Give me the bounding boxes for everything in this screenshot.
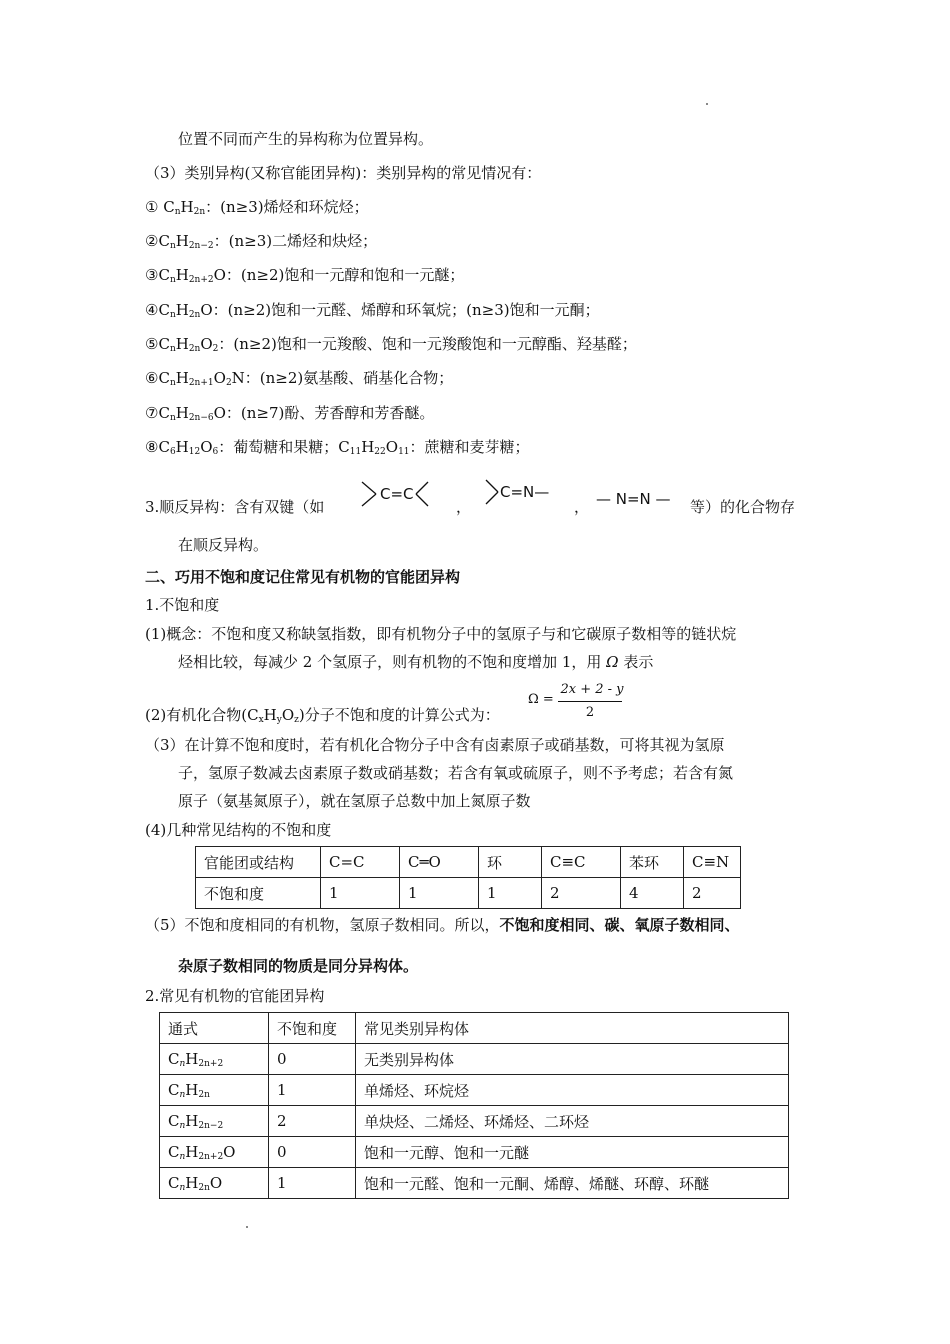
degree-cell: 0 [269, 1137, 356, 1168]
degree-cell: 0 [269, 1044, 356, 1075]
functional-isomer-table [159, 1012, 789, 1199]
table-cell: 2 [684, 878, 741, 909]
table-row [160, 1044, 789, 1075]
table-header-cell: C≡N [684, 847, 741, 878]
case-1: ① $C_nH_{2n}$：(n≥3)烯烃和环烷烃； [145, 198, 369, 217]
c-n-label: C=N— [500, 483, 550, 501]
case-8: $⑧C_6H_{12}O_6$：葡萄糖和果糖；$C_{11}H_{22}O_{11}$：蔗糖和麦芽糖； [145, 438, 530, 457]
unsaturation-table [195, 846, 741, 909]
table-row [160, 1168, 789, 1199]
table-header-cell: 苯环 [621, 847, 684, 878]
section-2-title: 二、巧用不饱和度记住常见有机物的官能团异构 [145, 568, 461, 586]
formula-denominator: 2 [585, 705, 595, 720]
formula-numerator: 2x + 2 - y [560, 682, 624, 697]
case-7: $⑦C_nH_{2n-6}O$：(n≥7)酚、芳香醇和芳香醚。 [145, 404, 435, 423]
table-cell: 1 [400, 878, 479, 909]
table-cell: 1 [321, 878, 400, 909]
same-unsat-line-1: （5）不饱和度相同的有机物，氢原子数相同。所以，不饱和度相同、碳、氧原子数相同、 [145, 916, 740, 934]
table-header-cell: 官能团或结构 [196, 847, 321, 878]
cis-trans-heading: 3.顺反异构：含有双键（如 [145, 498, 325, 516]
position-isomer-end: 位置不同而产生的异构称为位置异构。 [178, 130, 434, 148]
isomer-types-cell: 饱和一元醇、饱和一元醚 [356, 1137, 789, 1168]
formula-fraction-bar [558, 701, 622, 702]
speck [246, 1226, 248, 1228]
table-row [160, 1075, 789, 1106]
unsaturation-title: 1.不饱和度 [145, 596, 220, 614]
same-unsat-line-2: 杂原子数相同的物质是同分异构体。 [178, 957, 419, 975]
formula-cell: $C_nH_{2n+2}$ [160, 1044, 269, 1075]
case-5: $⑤C_nH_{2n}O_2$：(n≥2)饱和一元羧酸、饱和一元羧酸饱和一元醇酯、羟基醛； [145, 335, 637, 354]
c-n-double-bond-structure [480, 476, 570, 526]
c-c-double-bond-structure [356, 476, 438, 526]
case-3: $③C_nH_{2n+2}O$：(n≥2)饱和一元醇和饱和一元醚； [145, 266, 465, 285]
table-header-cell: 通式 [160, 1013, 269, 1044]
case-4: $④C_nH_{2n}O$：(n≥2)饱和一元醛、烯醇和环氧烷；(n≥3)饱和一元酮； [145, 301, 600, 320]
table-cell: 2 [542, 878, 621, 909]
table-header-cell: 常见类别异构体 [356, 1013, 789, 1044]
table-row [160, 1106, 789, 1137]
table-header-cell: C=C [321, 847, 400, 878]
degree-cell: 1 [269, 1168, 356, 1199]
concept-line-1: (1)概念：不饱和度又称缺氢指数，即有机物分子中的氢原子与和它碳原子数相等的链状烷 [145, 625, 737, 643]
table-row [196, 847, 741, 878]
formula-lhs: Ω = [528, 692, 554, 707]
class-isomer-heading: （3）类别异构(又称官能团异构)：类别异构的常见情况有： [145, 164, 542, 182]
degree-cell: 2 [269, 1106, 356, 1137]
isomer-types-cell: 单烯烃、环烷烃 [356, 1075, 789, 1106]
calc-line-3: 原子（氨基氮原子），就在氢原子总数中加上氮原子数 [178, 792, 531, 810]
table-row [160, 1013, 789, 1044]
case-2: $②C_nH_{2n-2}$：(n≥3)二烯烃和炔烃； [145, 232, 378, 251]
table-row [196, 878, 741, 909]
formula-cell: $C_nH_{2n-2}$ [160, 1106, 269, 1137]
isomer-types-cell: 饱和一元醛、饱和一元酮、烯醇、烯醚、环醇、环醚 [356, 1168, 789, 1199]
table-header-cell: C═O [400, 847, 479, 878]
concept-line-2: 烃相比较，每减少 2 个氢原子，则有机物的不饱和度增加 1，用 Ω 表示 [178, 653, 654, 671]
table-row [160, 1137, 789, 1168]
formula-cell: $C_nH_{2n+2}O$ [160, 1137, 269, 1168]
table-cell: 不饱和度 [196, 878, 321, 909]
c-c-label: C=C [380, 485, 414, 503]
table-cell: 4 [621, 878, 684, 909]
calc-line-1: （3）在计算不饱和度时，若有机化合物分子中含有卤素原子或硝基数，可将其视为氢原 [145, 736, 725, 754]
functional-isomer-title: 2.常见有机物的官能团异构 [145, 987, 325, 1005]
comma-1: ， [456, 498, 472, 516]
isomer-types-cell: 单炔烃、二烯烃、环烯烃、二环烃 [356, 1106, 789, 1137]
degree-cell: 1 [269, 1075, 356, 1106]
n-n-double-bond-structure: — N=N — [596, 490, 671, 508]
calc-line-2: 子，氢原子数减去卤素原子数或硝基数；若含有氧或硫原子，则不予考虑；若含有氮 [178, 764, 734, 782]
speck [706, 103, 708, 105]
table-header-cell: 环 [479, 847, 542, 878]
cis-trans-end: 在顺反异构。 [178, 536, 269, 554]
table-header-cell: 不饱和度 [269, 1013, 356, 1044]
cis-trans-tail: 等）的化合物存 [690, 498, 796, 516]
table-header-cell: C≡C [542, 847, 621, 878]
table-cell: 1 [479, 878, 542, 909]
formula-cell: $C_nH_{2n}O$ [160, 1168, 269, 1199]
formula-label: (2)有机化合物$(C_xH_yO_z)$分子不饱和度的计算公式为： [145, 706, 500, 725]
comma-2: ， [574, 498, 590, 516]
isomer-types-cell: 无类别异构体 [356, 1044, 789, 1075]
case-6: $⑥C_nH_{2n+1}O_2N$：(n≥2)氨基酸、硝基化合物； [145, 369, 454, 388]
common-structures-title: (4)几种常见结构的不饱和度 [145, 821, 332, 839]
formula-cell: $C_nH_{2n}$ [160, 1075, 269, 1106]
